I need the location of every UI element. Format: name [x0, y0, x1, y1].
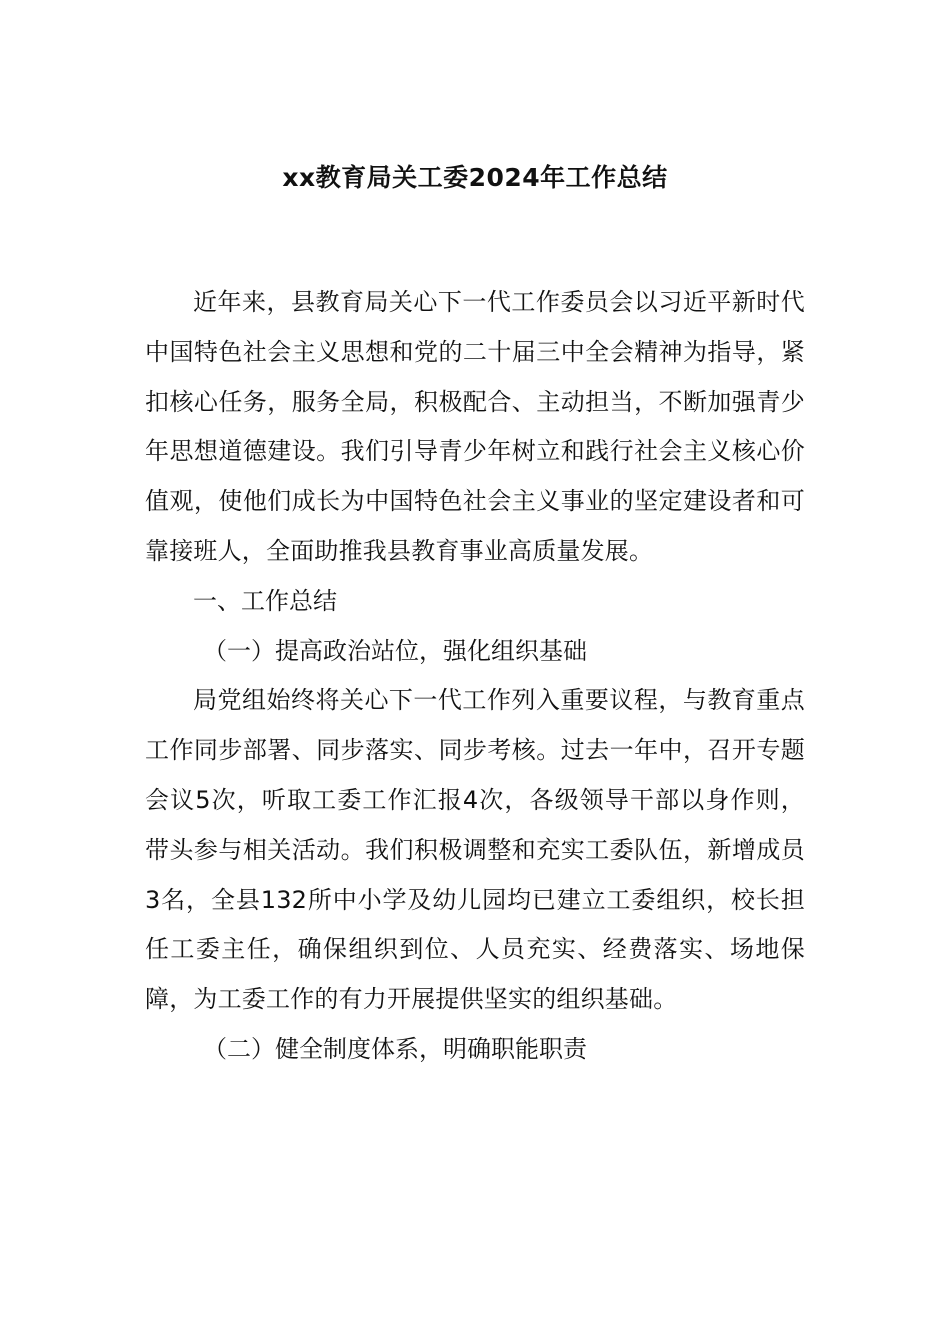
section-heading-work-summary: 一、工作总结: [193, 586, 337, 615]
subsection-heading-2: （二）健全制度体系，明确职能职责: [203, 1034, 587, 1063]
subsection-heading-1: （一）提高政治站位，强化组织基础: [203, 636, 587, 665]
subsection-1-paragraph: 局党组始终将关心下一代工作列入重要议程，与教育重点工作同步部署、同步落实、同步考核。过去一年中，召开专题会议5次，听取工委工作汇报4次，各级领导干部以身作则，带头参与相关活动。我们积极调整和充实工委队伍，新增成员3名，全县132所中小学及幼儿园均已建立工委组织，校长担任工委主任，确保组织到位、人员充实、经费落实、场地保障，为工委工作的有力开展提供坚实的组织基础。: [145, 686, 805, 1014]
document-title: xx教育局关工委2024年工作总结: [282, 163, 668, 192]
document-body: [145, 278, 805, 1075]
intro-paragraph: 近年来，县教育局关心下一代工作委员会以习近平新时代中国特色社会主义思想和党的二十届三中全会精神为指导，紧扣核心任务，服务全局，积极配合、主动担当，不断加强青少年思想道德建设。我们引导青少年树立和践行社会主义核心价值观，使他们成长为中国特色社会主义事业的坚定建设者和可靠接班人，全面助推我县教育事业高质量发展。: [145, 288, 805, 565]
